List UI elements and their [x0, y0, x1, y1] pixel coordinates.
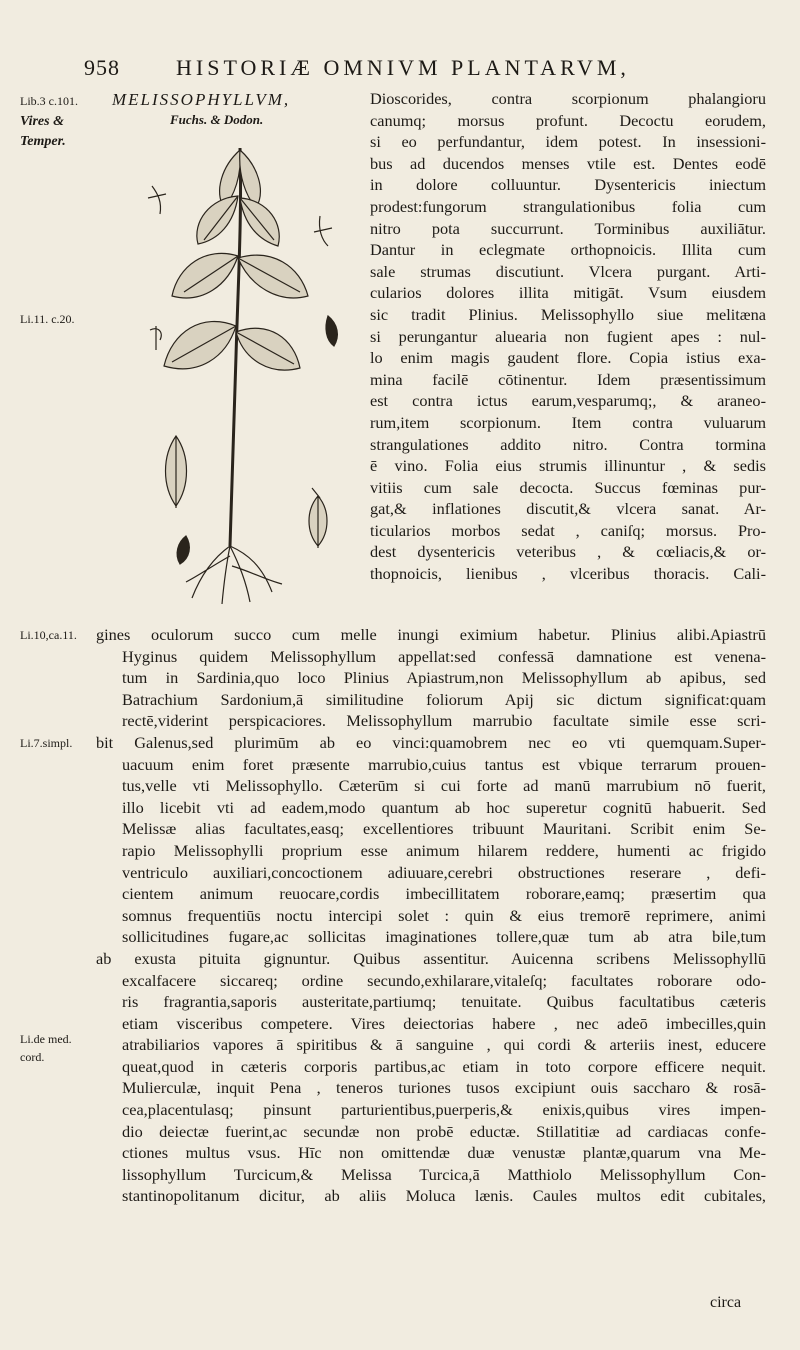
text-column-right: [370, 88, 766, 585]
text-line: uacuum enim foret præsente marrubio,cuius tantus est vbique terrarum prouen-: [122, 754, 766, 774]
margin-note: cord.: [20, 1050, 45, 1064]
text-line: nitro pota succurrunt. Torminibus auxiliātur.: [370, 218, 766, 238]
text-line: gat,& inflationes discutit,& vlcera sanat. Ar-: [370, 499, 766, 519]
text-line: etiam visceribus competere. Vires deiectorias habere , nec adeō imbecilles,quin: [122, 1013, 766, 1033]
text-line: Dantur in eclegmate orthopnoicis. Illita cum: [370, 240, 766, 260]
text-line: somnus frequentiūs noctu intercipi solet : quin & eius tremorē reprimere, animi: [122, 905, 766, 925]
text-line: strangulationes addito nitro. Contra tormina: [370, 434, 766, 454]
text-line: queat,quod in cæteris corporis partibus,ac etiam in toto corpore efficere nequit.: [122, 1056, 766, 1076]
figure-title: MELISSOPHYLLVM,: [112, 90, 291, 109]
text-line: Melissæ alias facultates,easq; excellentiores tribuunt Mauritani. Scribit enim Se-: [122, 819, 766, 839]
text-line: rectē,viderint perspicaciores. Melissophyllum marrubio facultate simile esse scri-: [122, 711, 766, 731]
text-line: ris fragrantia,saporis austeritate,partiumq; tenuitate. Quibus facultatibus cæteris: [122, 992, 766, 1012]
page-number: 958: [84, 55, 120, 80]
text-line: Hyginus quidem Melissophyllum appellat:sed confessā damnatione est venena-: [122, 646, 766, 666]
margin-note: Lib.3 c.101.: [20, 94, 78, 108]
text-line: Mulierculæ, inquit Pena , teneros turiones tusos excipiunt ouis saccharo & rosā-: [122, 1078, 766, 1098]
text-line: si eo perfundantur, idem potest. In insessioni-: [370, 132, 766, 152]
text-line: gines oculorum succo cum melle inungi eximium habetur. Plinius alibi.Apiastrū: [96, 625, 766, 644]
margin-note: Temper.: [20, 134, 66, 149]
margin-note: Li.7.simpl.: [20, 736, 73, 750]
plant-illustration: [132, 136, 362, 606]
text-line: ventriculo auxiliari,concoctionem adiuuare,cerebri obstructiones reserare , defi-: [122, 862, 766, 882]
running-title: HISTORIÆ OMNIVM PLANTARVM,: [176, 55, 630, 80]
text-line: sic tradit Plinius. Melissophyllo siue melitæna: [370, 304, 766, 324]
text-line: si perungantur aluearia non fugient apes : nul-: [370, 326, 766, 346]
text-line: sollicitudines fugare,ac sollicitas imaginationes tollere,quæ tum ab atra bile,tum: [122, 927, 766, 947]
margin-note: Li.11. c.20.: [20, 312, 75, 326]
text-line: ab exusta pituita gignuntur. Quibus assentitur. Auicenna scribens Melissophyllū: [96, 948, 766, 968]
margin-note: Li.10,ca.11.: [20, 628, 77, 642]
text-line: thopnoicis, lienibus , vlceribus thoracis. Cali-: [370, 564, 766, 584]
text-line: rum,item scorpionum. Item contra vuluarum: [370, 412, 766, 432]
text-line: stantinopolitanum dicitur, ab aliis Moluca lænis. Caules multos edit cubitales,: [122, 1186, 766, 1206]
margin-note: Vires &: [20, 114, 64, 129]
text-line: sale strumas discutiunt. Vlcera purgant. Arti-: [370, 261, 766, 281]
text-line: bit Galenus,sed plurimūm ab eo vinci:quamobrem nec eo vti quemquam.Super-: [96, 732, 766, 752]
figure-credit: Fuchs. & Dodon.: [170, 112, 264, 127]
text-line: tum in Sardinia,quo loco Plinius Apiastrum,non Melissophyllum ab apibus, sed: [122, 668, 766, 688]
text-line: rapio Melissophylli proprium esse animum hilarem reddere, humenti ac frigido: [122, 840, 766, 860]
text-line: ē vino. Folia eius strumis illinuntur , & sedis: [370, 456, 766, 476]
text-line: ticularios morbos sedat , caniſq; morsus. Pro-: [370, 520, 766, 540]
text-line: cea,placentulasq; pinsunt parturientibus,puerperis,& enixis,quibus vires impen-: [122, 1100, 766, 1120]
text-line: Batrachium Sardonium,ā similitudine foliorum Apij sic dictum significat:quam: [122, 689, 766, 709]
text-line: ctiones multus vsus. Hīc non omittendæ duæ venustæ plantæ,quarum vna Me-: [122, 1143, 766, 1163]
text-line: mina facilē cōtinentur. Idem præsentissimum: [370, 369, 766, 389]
margin-note: Li.de med.: [20, 1032, 72, 1046]
text-line: est contra ictus earum,vesparumq;, & araneo-: [370, 391, 766, 411]
text-line: prodest:fungorum strangulationibus folia cum: [370, 196, 766, 216]
text-line: dio deiectæ fuerint,ac secundæ non probē eductæ. Stillatitiæ ad cardiacas confe-: [122, 1121, 766, 1141]
text-line: bus ad ducendos menses vtile est. Dentes eodē: [370, 153, 766, 173]
text-line: Dioscorides, contra scorpionum phalangioru: [370, 89, 766, 108]
text-line: illo licebit vti ad eadem,modo quantum ab hoc superetur cognitū habuerit. Sed: [122, 797, 766, 817]
text-line: in dolore colluuntur. Dysentericis iniectum: [370, 175, 766, 195]
text-line: lo enim magis gaudent flore. Copia istius exa-: [370, 348, 766, 368]
text-line: atrabiliarios vapores ā spiritibus & ā sanguine , qui cordi & arteriis inest, educere: [122, 1035, 766, 1055]
page-header: [84, 55, 764, 89]
text-line: lissophyllum Turcicum,& Melissa Turcica,ā Matthiolo Melissophyllum Con-: [122, 1164, 766, 1184]
catchword: circa: [710, 1294, 742, 1311]
text-line: dest dysentericis veteribus , & cœliacis,& or-: [370, 542, 766, 562]
text-line: excalfacere siccareq; ordine secundo,exhilarare,vitaleſq; facultates roborare odo-: [122, 970, 766, 990]
text-body-full-width: [96, 624, 766, 1207]
text-line: tus,velle vti Melissophyllo. Cæterūm si cui forte ad manū marrubium nō fuerit,: [122, 776, 766, 796]
text-line: cularios dolores illita mitigāt. Vsum eiusdem: [370, 283, 766, 303]
text-line: vitiis cum sale decocta. Succus fœminas pur-: [370, 477, 766, 497]
text-line: cientem animum reuocare,cordis imbecillitatem roborare,eamq; præsertim qua: [122, 884, 766, 904]
text-line: canumq; morsus profunt. Decoctu eorudem,: [370, 110, 766, 130]
